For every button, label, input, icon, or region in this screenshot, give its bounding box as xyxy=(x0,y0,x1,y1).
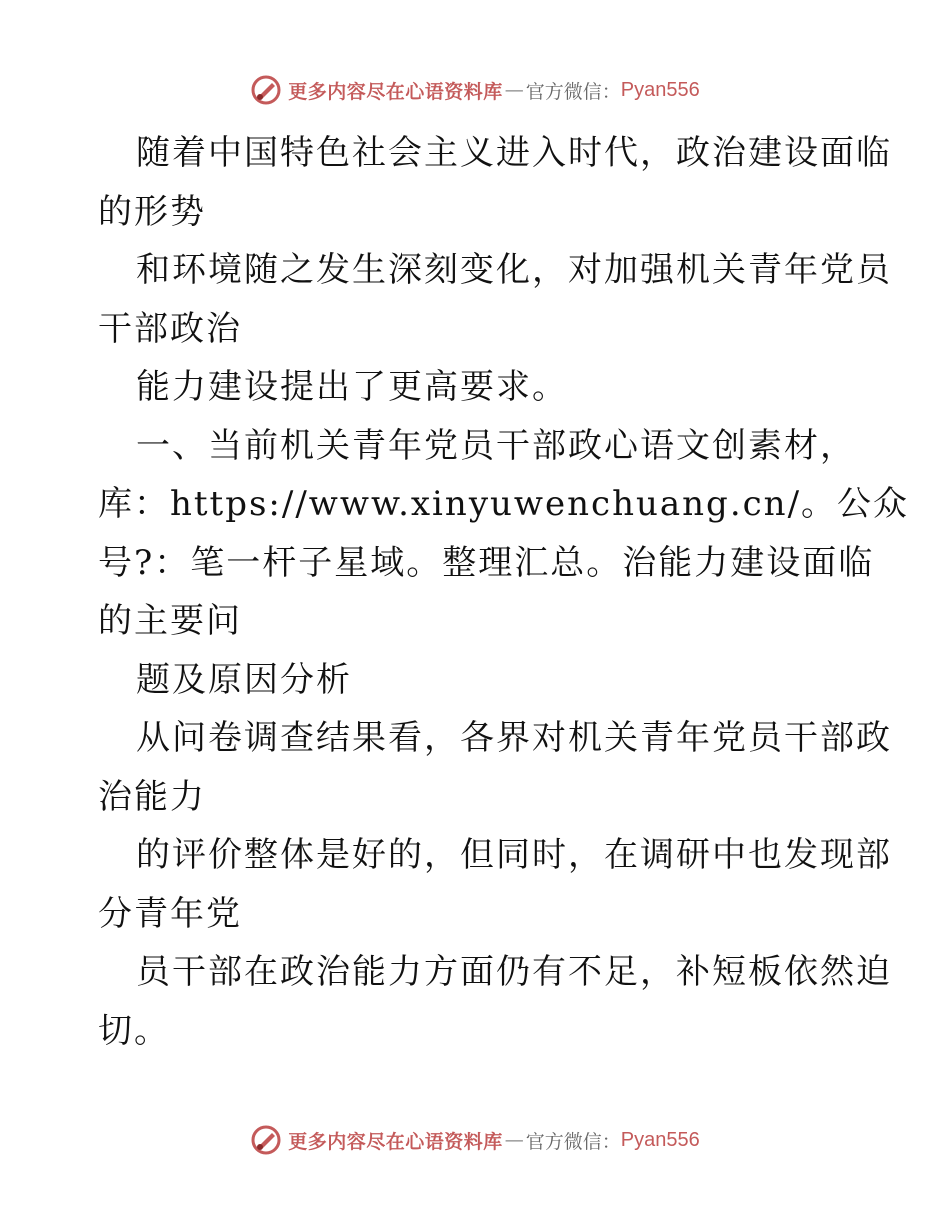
brush-seal-icon xyxy=(250,1124,282,1156)
text-line: 干部政治 xyxy=(98,308,242,349)
banner-wechat-label: 官方微信： xyxy=(525,80,621,103)
text-line: 从问卷调查结果看，各界对机关青年党员干部政 xyxy=(136,718,892,758)
banner-dash: — xyxy=(504,1129,524,1151)
text-line: 治能力 xyxy=(98,776,206,817)
text-line: 号?：笔一杆子星域。整理汇总。治能力建设面临 xyxy=(98,542,875,583)
text-line: 随着中国特色社会主义进入时代，政治建设面临 xyxy=(136,133,892,173)
text-line: 切。 xyxy=(98,1010,170,1051)
document-body xyxy=(98,124,910,1060)
header-banner xyxy=(0,70,950,110)
text-line: 一、当前机关青年党员干部政心语文创素材， xyxy=(136,425,856,466)
text-line: 题及原因分析 xyxy=(136,659,352,700)
banner-wechat-label: 官方微信： xyxy=(525,1130,621,1153)
footer-banner xyxy=(0,1120,950,1160)
banner-title: 更多内容尽在心语资料库 xyxy=(288,80,503,103)
banner-title: 更多内容尽在心语资料库 xyxy=(288,1130,503,1153)
banner-wechat-id: Pyan556 xyxy=(620,78,700,101)
text-line: 能力建设提出了更高要求。 xyxy=(136,367,568,407)
text-line: 员干部在政治能力方面仍有不足，补短板依然迫 xyxy=(136,952,892,992)
banner-dash: — xyxy=(504,79,524,101)
text-line: 的主要问 xyxy=(98,601,242,641)
text-line: 库：https://www.xinyuwenchuang.cn/。公众 xyxy=(98,484,910,524)
banner-wechat-id: Pyan556 xyxy=(620,1128,700,1151)
brush-seal-icon xyxy=(250,74,282,106)
text-line: 分青年党 xyxy=(98,893,242,934)
text-line: 的形势 xyxy=(98,191,206,232)
text-line: 的评价整体是好的，但同时，在调研中也发现部 xyxy=(136,835,892,875)
text-line: 和环境随之发生深刻变化，对加强机关青年党员 xyxy=(136,250,892,290)
